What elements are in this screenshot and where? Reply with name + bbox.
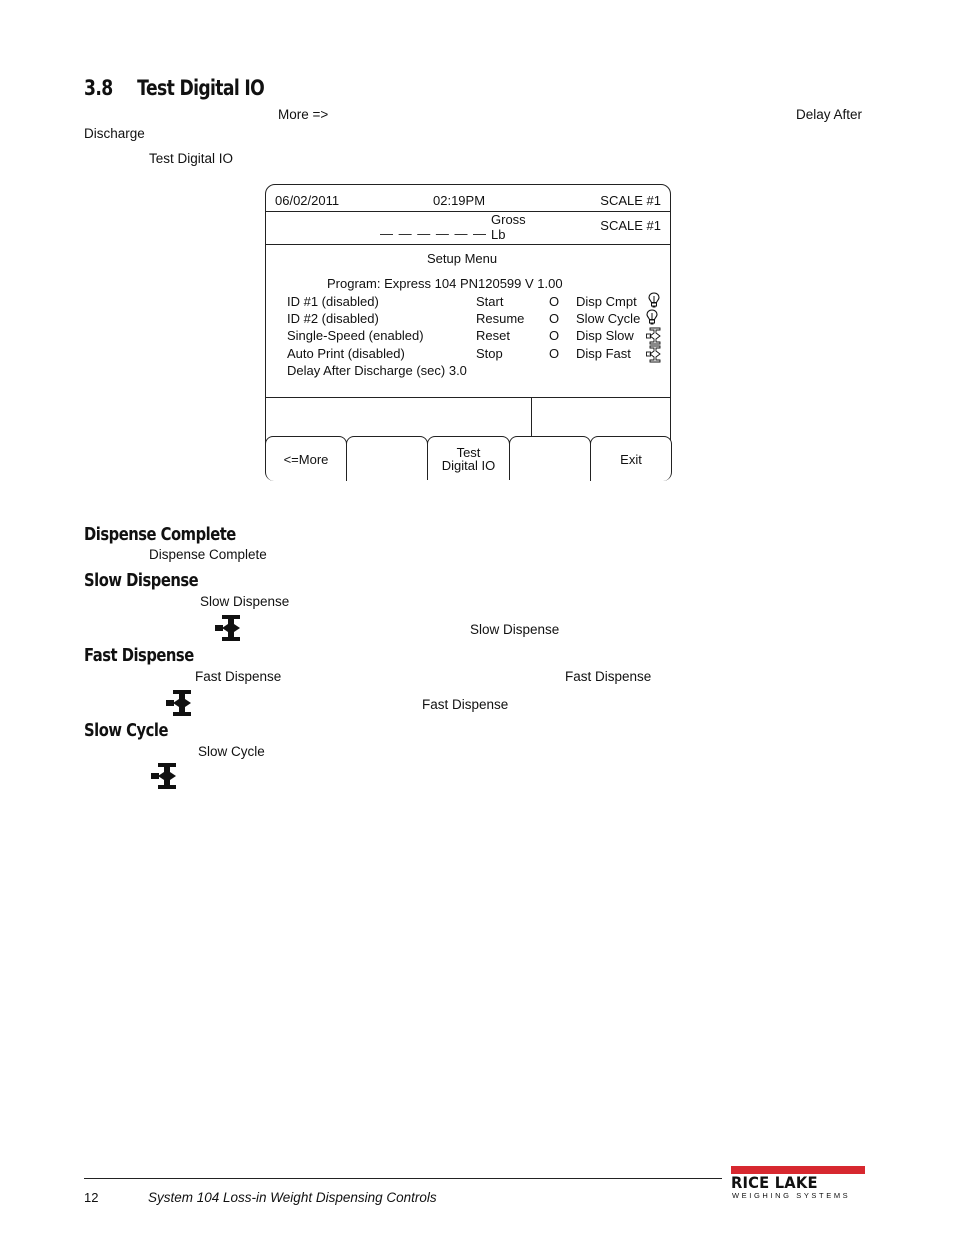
section-number: 3.8	[84, 76, 113, 100]
valve-icon	[165, 689, 193, 717]
bulb-icon	[646, 309, 658, 325]
screen-gross: Gross	[491, 212, 526, 227]
softkey-test-digital-io[interactable]	[427, 436, 510, 480]
io-input: Start	[476, 294, 504, 309]
screen-program: Program: Express 104 PN120599 V 1.00	[327, 276, 563, 291]
softkey-label: Test Digital IO	[441, 444, 496, 473]
valve-icon	[150, 762, 178, 790]
indicator-screen	[265, 184, 671, 480]
intro-more: More =>	[278, 107, 329, 122]
screen-scale-top: SCALE #1	[600, 193, 661, 208]
screen-divider-vertical	[531, 397, 532, 436]
screen-divider	[266, 397, 670, 398]
slow-cycle-heading: Slow Cycle	[84, 720, 168, 741]
intro-test-digital-io: Test Digital IO	[149, 151, 234, 166]
io-label: Auto Print (disabled)	[287, 346, 405, 361]
screen-delay: Delay After Discharge (sec) 3.0	[287, 363, 467, 378]
slow-dispense-text: Slow Dispense	[200, 594, 290, 609]
screen-divider	[266, 211, 670, 212]
slow-dispense-text: Slow Dispense	[470, 622, 560, 637]
dispense-complete-heading: Dispense Complete	[84, 524, 236, 545]
valve-icon	[646, 327, 662, 345]
screen-time: 02:19PM	[433, 193, 486, 208]
screen-menu-title: Setup Menu	[427, 251, 498, 266]
fast-dispense-text: Fast Dispense	[565, 669, 652, 684]
io-input: Reset	[476, 328, 510, 343]
softkey-blank-2[interactable]	[509, 436, 591, 480]
softkey-blank-1[interactable]	[346, 436, 428, 480]
screen-scale-mid: SCALE #1	[600, 218, 661, 233]
logo-sub: WEIGHING SYSTEMS	[732, 1191, 851, 1200]
intro-discharge: Discharge	[84, 126, 145, 141]
softkey-label: <=More	[283, 451, 329, 467]
screen-date: 06/02/2011	[275, 193, 340, 208]
io-output: Disp Cmpt	[576, 294, 637, 309]
section-title: Test Digital IO	[137, 76, 265, 100]
dispense-complete-text: Dispense Complete	[149, 547, 267, 562]
rice-lake-logo	[731, 1166, 865, 1200]
screen-unit: Lb	[491, 227, 506, 242]
io-input: Stop	[476, 346, 503, 361]
bulb-icon	[648, 292, 660, 308]
valve-icon	[646, 345, 662, 363]
section-heading	[84, 76, 264, 100]
fast-dispense-text: Fast Dispense	[422, 697, 509, 712]
slow-dispense-heading: Slow Dispense	[84, 570, 199, 591]
slow-cycle-text: Slow Cycle	[198, 744, 265, 759]
screen-divider	[266, 244, 670, 245]
io-label: ID #1 (disabled)	[287, 294, 379, 309]
softkey-more[interactable]	[265, 436, 347, 481]
screen-weight: — — — — — —	[380, 226, 488, 241]
io-output: Disp Slow	[576, 328, 634, 343]
io-output: Disp Fast	[576, 346, 631, 361]
io-output: Slow Cycle	[576, 311, 641, 326]
footer-rule	[84, 1178, 722, 1179]
page-number: 12	[84, 1190, 99, 1205]
io-label: ID #2 (disabled)	[287, 311, 379, 326]
softkey-exit[interactable]	[590, 436, 672, 481]
fast-dispense-text: Fast Dispense	[195, 669, 282, 684]
softkey-label: Exit	[620, 451, 642, 467]
io-label: Single-Speed (enabled)	[287, 328, 424, 343]
io-input: Resume	[476, 311, 525, 326]
intro-delay-after: Delay After	[796, 107, 863, 122]
io-status: O	[549, 328, 560, 343]
doc-title: System 104 Loss-in Weight Dispensing Controls	[148, 1190, 437, 1205]
io-status: O	[549, 311, 560, 326]
valve-icon	[214, 614, 242, 642]
io-status: O	[549, 346, 560, 361]
io-status: O	[549, 294, 560, 309]
logo-main: RICE LAKE	[731, 1173, 818, 1192]
fast-dispense-heading: Fast Dispense	[84, 645, 194, 666]
